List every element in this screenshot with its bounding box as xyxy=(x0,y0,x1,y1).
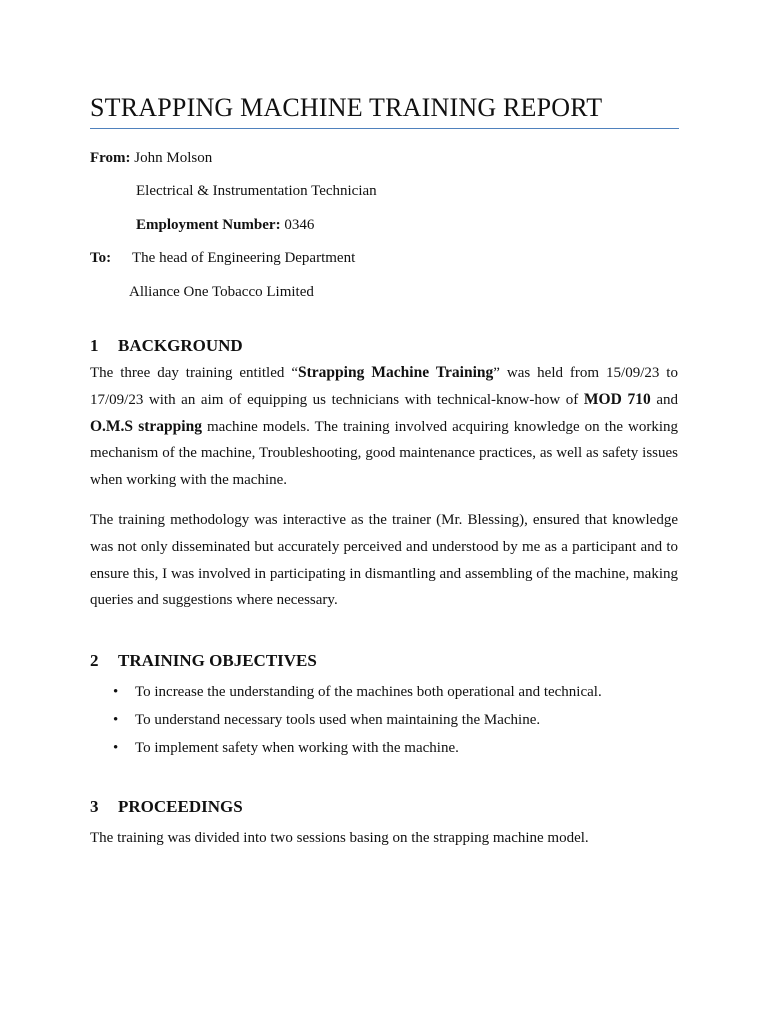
list-item-text: To understand necessary tools used when maintaining the Machine. xyxy=(135,712,541,728)
list-item xyxy=(113,683,602,711)
background-paragraph-2: The training methodology was interactive as the trainer (Mr. Blessing), ensured that knowledge was not only disseminated but accurately perceived and understood by me as a participant and to ensure this, I was involved in participating in dismantling and assembling of the machine, making queries and suggestions where necessary. xyxy=(90,512,678,609)
bold-text: MOD 710 xyxy=(583,390,651,408)
list-item xyxy=(113,739,602,767)
from-label: From: xyxy=(90,150,131,166)
objectives-list xyxy=(113,683,602,767)
bold-text: Strapping Machine Training xyxy=(297,364,494,381)
from-line xyxy=(90,149,212,167)
background-paragraph-1 xyxy=(90,360,678,494)
section-title: PROCEEDINGS xyxy=(118,797,243,816)
employment-label: Employment Number: xyxy=(136,217,281,233)
proceedings-paragraph: The training was divided into two sessions basing on the strapping machine model. xyxy=(90,830,589,846)
paragraph-text: and xyxy=(650,391,678,408)
paragraph-text: machine models. The training involved acquiring knowledge on the working mechanism of the machine, Troubleshooting, good maintenance practices, as well as safety issues when working with the machine. xyxy=(90,418,678,489)
to-line xyxy=(90,249,355,267)
report-title: STRAPPING MACHINE TRAINING REPORT xyxy=(90,93,603,122)
position-text: Electrical & Instrumentation Technician xyxy=(136,183,377,199)
section-title: BACKGROUND xyxy=(118,336,243,355)
title-underline xyxy=(90,128,679,129)
to-label: To: xyxy=(90,250,112,266)
section-number: 2 xyxy=(90,651,99,670)
section-title: TRAINING OBJECTIVES xyxy=(118,651,317,670)
section-heading-objectives xyxy=(90,651,317,671)
list-item-text: To implement safety when working with the machine. xyxy=(135,740,459,756)
list-item xyxy=(113,711,602,739)
list-item-text: To increase the understanding of the machines both operational and technical. xyxy=(135,684,602,700)
employment-number: 0346 xyxy=(284,217,315,233)
employment-line xyxy=(136,216,314,234)
bold-text: O.M.S strapping xyxy=(90,417,202,435)
to-recipient: The head of Engineering Department xyxy=(132,250,356,266)
from-name: John Molson xyxy=(134,150,213,166)
section-heading-background xyxy=(90,336,243,356)
bullet-icon: • xyxy=(113,740,119,756)
company-line xyxy=(129,283,314,301)
to-company: Alliance One Tobacco Limited xyxy=(129,284,314,300)
paragraph-text: The three day training entitled “ xyxy=(90,365,298,381)
bullet-icon: • xyxy=(113,712,119,728)
position-line xyxy=(136,182,377,200)
section-number: 3 xyxy=(90,797,99,816)
section-heading-proceedings xyxy=(90,797,243,817)
bullet-icon: • xyxy=(113,684,119,700)
section-number: 1 xyxy=(90,336,99,355)
paragraph-text: ” was held from 15/09/23 to 17/09/23 with an aim of equipping us technicians with technical-know-how of xyxy=(90,365,678,408)
